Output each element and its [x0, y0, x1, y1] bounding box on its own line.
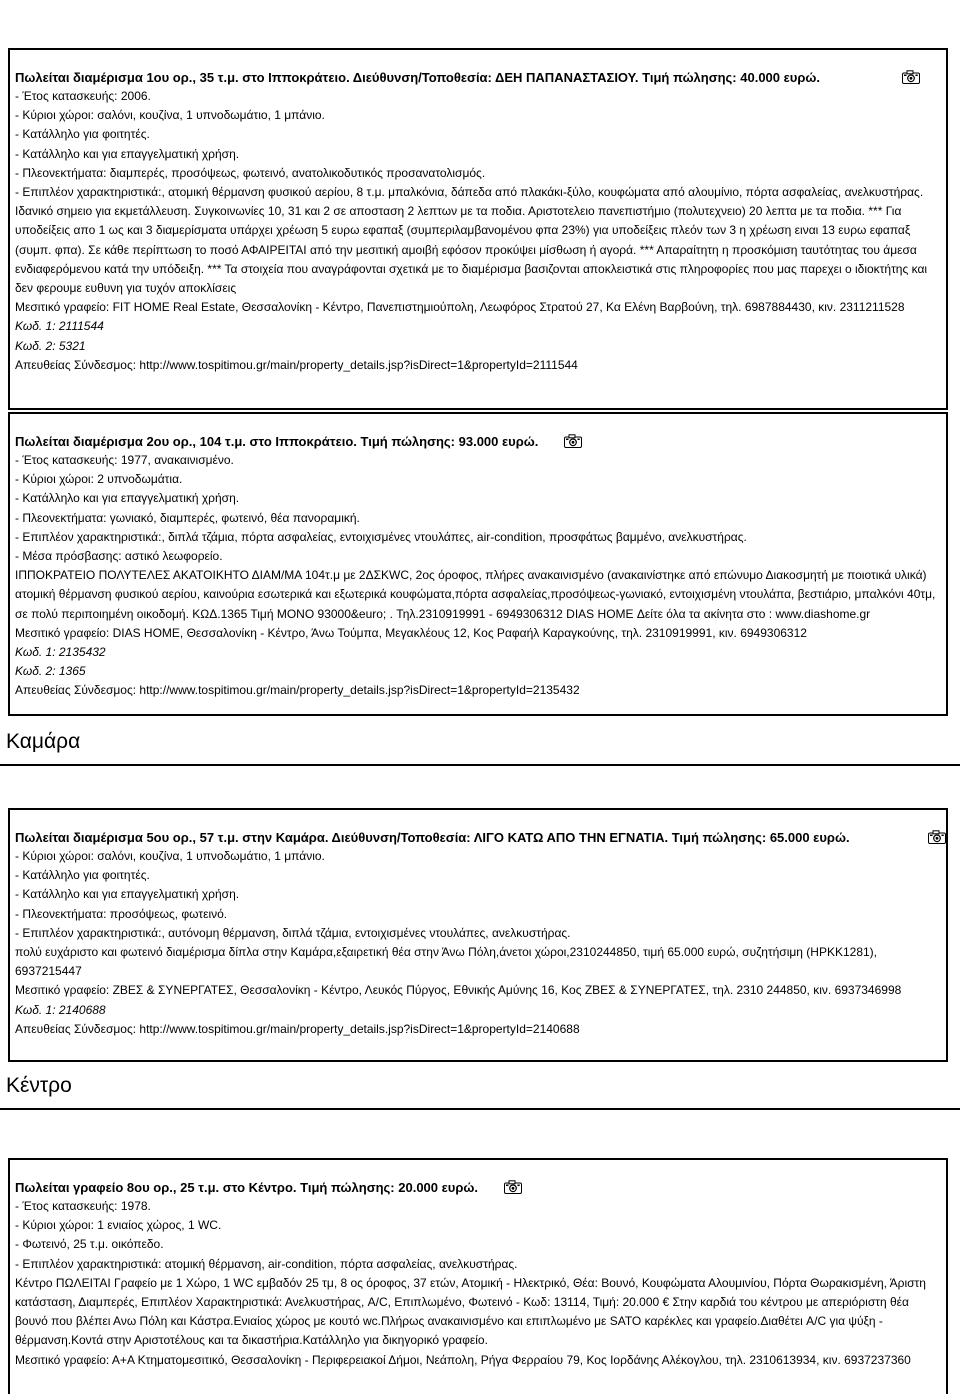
feature-line: - Κατάλληλο και για επαγγελματική χρήση. [15, 887, 240, 902]
listing-title-text[interactable]: Πωλείται γραφείο 8ου ορ., 25 τ.μ. στο Κέντρο. Τιμή πώλησης: 20.000 ευρώ. [15, 1180, 478, 1195]
listing-1 [8, 48, 948, 410]
feature-line: - Κύριοι χώροι: σαλόνι, κουζίνα, 1 υπνοδωμάτιο, 1 μπάνιο. [15, 849, 325, 863]
section-heading-kentro: Κέντρο [6, 1074, 72, 1097]
listing-title-text[interactable]: Πωλείται διαμέρισμα 2ου ορ., 104 τ.μ. στο Ιπποκράτειο. Τιμή πώλησης: 93.000 ευρώ. [15, 434, 539, 449]
listing-3 [8, 808, 948, 1062]
camera-icon[interactable] [564, 434, 582, 448]
feature-line: - Κύριοι χώροι: 2 υπνοδωμάτια. [15, 472, 183, 487]
feature-line: - Έτος κατασκευής: 1977, ανακαινισμένο. [15, 453, 234, 467]
listing-title[interactable] [15, 828, 946, 847]
listing-title[interactable] [15, 1178, 946, 1197]
section-divider [0, 764, 960, 766]
feature-line: - Πλεονεκτήματα: προσόψεως, φωτεινό. [15, 906, 228, 921]
feature-line: - Κύριοι χώροι: 1 ενιαίος χώρος, 1 WC. [15, 1218, 222, 1233]
agency-info: Μεσιτικό γραφείο: Α+Α Κτηματομεσιτικό, Θεσσαλονίκη - Περιφερειακοί Δήμοι, Νεάπολη, Ρήγα Φερραίου 79, Κος Ιορδάνης Αλέκογλου, τηλ. 2310613934, κιν. 6937237360 [15, 1352, 911, 1367]
camera-icon[interactable] [928, 830, 946, 844]
feature-line: - Κατάλληλο και για επαγγελματική χρήση. [15, 491, 240, 506]
agency-info: Μεσιτικό γραφείο: ΖΒΕΣ & ΣΥΝΕΡΓΑΤΕΣ, Θεσσαλονίκη - Κέντρο, Λευκός Πύργος, Εθνικής Αμύνης 16, Κος ΖΒΕΣ & ΣΥΝΕΡΓΑΤΕΣ, τηλ. 2310 244850, κιν. 6937346998 [15, 983, 902, 998]
feature-line: - Κύριοι χώροι: σαλόνι, κουζίνα, 1 υπνοδωμάτιο, 1 μπάνιο. [15, 108, 325, 123]
camera-icon[interactable] [902, 70, 920, 84]
listing-code-2: Κωδ. 2: 5321 [15, 338, 86, 353]
listing-title[interactable] [15, 432, 946, 451]
extra-features: - Επιπλέον χαρακτηριστικά:, ατομική θέρμανση φυσικού αερίου, 8 τ.μ. μπαλκόνια, δάπεδα από πλακάκι-ξύλο, κουφώματα από αλουμίνιο, πόρτα ασφαλείας, ανελκυστήρας. [15, 185, 924, 200]
agency-info: Μεσιτικό γραφείο: DIAS HOME, Θεσσαλονίκη - Κέντρο, Άνω Τούμπα, Μεγακλέους 12, Κος Ραφαήλ Καραγκούνης, τηλ. 2310919991, κιν. 6949306312 [15, 625, 807, 640]
feature-line: - Πλεονεκτήματα: γωνιακό, διαμπερές, φωτεινό, θέα πανοραμική. [15, 510, 360, 525]
listing-2 [8, 412, 948, 716]
feature-line: - Έτος κατασκευής: 2006. [15, 89, 151, 103]
agency-info: Μεσιτικό γραφείο: FIT HOME Real Estate, Θεσσαλονίκη - Κέντρο, Πανεπιστημιούπολη, Λεωφόρος Στρατού 27, Κα Ελένη Βαρβούνη, τηλ. 6987884430, κιν. 2311211528 [15, 300, 905, 315]
listing-title[interactable] [15, 68, 946, 87]
camera-icon[interactable] [504, 1180, 522, 1194]
feature-line: - Φωτεινό, 25 τ.μ. οικόπεδο. [15, 1237, 164, 1252]
feature-line: - Πλεονεκτήματα: διαμπερές, προσόψεως, φωτεινό, ανατολικοδυτικός προσανατολισμός. [15, 165, 486, 180]
feature-line: - Επιπλέον χαρακτηριστικά:, διπλά τζάμια, πόρτα ασφαλείας, εντοιχισμένες ντουλάπες, air-condition, προσφάτως βαμμένο, ανελκυστήρας. [15, 529, 747, 544]
listing-description: ΙΠΠΟΚΡΑΤΕΙΟ ΠΟΛΥΤΕΛΕΣ ΑΚΑΤΟΙΚΗΤΟ ΔΙΑΜ/ΜΑ 104τ.μ με 2ΔΣΚWC, 2ος όροφος, πλήρες ανακαινισμένο (ανακαινίστηκε από επώνυμο Διακοσμητή με ποιοτικά υλικά) ατομική θέρμανση φυσικού αερίου, καινούρια εσωτερικά και εξωτερικά κουφώματα,πόρτα ασφαλείας,προσόψεως-γωνιακό, εντοιχισμένη ντουλάπα, βεστιάριο, μπαλκόνι 40τμ, σε πολύ περιποιημένη οικοδομή. ΚΩΔ.1365 Τιμή ΜΟΝΟ 93000&euro; . Τηλ.2310919991 - 6949306312 DIAS HOME Δείτε όλα τα ακίνητα στο : www.diashome.gr [15, 568, 936, 621]
listing-title-text[interactable]: Πωλείται διαμέρισμα 5ου ορ., 57 τ.μ. στην Καμάρα. Διεύθυνση/Τοποθεσία: ΛΙΓΟ ΚΑΤΩ ΑΠΟ ΤΗΝ ΕΓΝΑΤΙΑ. Τιμή πώλησης: 65.000 ευρώ. [15, 830, 850, 845]
feature-line: - Κατάλληλο και για επαγγελματική χρήση. [15, 146, 240, 161]
listing-code-1: Κωδ. 1: 2111544 [15, 319, 104, 334]
feature-line: - Έτος κατασκευής: 1978. [15, 1199, 151, 1213]
feature-line: - Επιπλέον χαρακτηριστικά: ατομική θέρμανση, air-condition, πόρτα ασφαλείας, ανελκυστήρας. [15, 1256, 518, 1271]
feature-line: - Κατάλληλο για φοιτητές. [15, 127, 150, 142]
listing-description: πολύ ευχάριστο και φωτεινό διαμέρισμα δίπλα στην Καμάρα,εξαιρετική θέα στην Άνω Πόλη,άνετοι χώροι,2310244850, τιμή 65.000 ευρώ, συζητήσιμη (ΗΡΚΚ1281), 6937215447 [15, 945, 877, 979]
direct-link[interactable]: Απευθείας Σύνδεσμος: http://www.tospitimou.gr/main/property_details.jsp?isDirect=1&propertyId=2135432 [15, 683, 580, 698]
feature-line: - Μέσα πρόσβασης: αστικό λεωφορείο. [15, 549, 223, 564]
listing-code-1: Κωδ. 1: 2135432 [15, 645, 106, 660]
listing-title-text[interactable]: Πωλείται διαμέρισμα 1ου ορ., 35 τ.μ. στο Ιπποκράτειο. Διεύθυνση/Τοποθεσία: ΔΕΗ ΠΑΠΑΝΑΣΤΑΣΙΟΥ. Τιμή πώλησης: 40.000 ευρώ. [15, 70, 820, 85]
listing-description: Ιδανικό σημειο για εκμετάλλευση. Συγκοινωνίες 10, 31 και 2 σε αποσταση 2 λεπτων με τα ποδια. Αριστοτελειο πανεπιστήμιο (πολυτεχνειο) 20 λεπτα με τα ποδια. *** Για υποδείξεις απο 1 ως και 3 διαμερίσματα υπάρχει χρέωση 5 ευρω εφαπαξ (συμπεριλαμβανομένου φπα 23%) για υποδείξεις πλεόν των 3 η χρέωση ειναι 13 ευρω εφαπαξ (συμπ. φπα). Σε κάθε περίπτωση το ποσό ΑΦΑΙΡΕΙΤΑΙ από την μεσιτική αμοιβή εφόσον προκύψει μίσθωση ή αγορά. *** Απαραίτητη η προσκόμιση ταυτότητας του άμεσα ενδιαφερόμενου κατά την υπόδειξη. *** Τα στοιχεία που αναγράφονται σχετικά με το διαμέρισμα βασιζονται αποκλειστικά στις πληροφορίες που μας παρεχει ο ιδιοκτήτης και δεν φερουμε ευθυνη για τυχόν αποκλίσεις [15, 204, 928, 296]
feature-line: - Κατάλληλο για φοιτητές. [15, 868, 150, 883]
feature-line: - Επιπλέον χαρακτηριστικά:, αυτόνομη θέρμανση, διπλά τζάμια, εντοιχισμένες ντουλάπες, ανελκυστήρας. [15, 925, 571, 940]
direct-link[interactable]: Απευθείας Σύνδεσμος: http://www.tospitimou.gr/main/property_details.jsp?isDirect=1&propertyId=2111544 [15, 357, 578, 372]
section-divider [0, 1108, 960, 1110]
listing-4 [8, 1158, 948, 1394]
listing-code-1: Κωδ. 1: 2140688 [15, 1002, 106, 1017]
listing-description: Κέντρο ΠΩΛΕΙΤΑΙ Γραφείο με 1 Χώρο, 1 WC εμβαδόν 25 τμ, 8 ος όροφος, 37 ετών, Ατομική - Ηλεκτρικό, Θέα: Βουνό, Κουφώματα Αλουμινίου, Πόρτα Θωρακισμένη, Άριστη κατάσταση, Διαμπερές, Επιπλέον Χαρακτηριστικά: Ανελκυστήρας, A/C, Επιπλωμένο, Φωτεινό - Κωδ: 13114, Τιμή: 20.000 € Στην καρδιά του κέντρου με απεριόριστη θέα βουνό που βλέπει Ανω Πόλη και Κάστρα.Ενιαίος χώρος με κουτό wc.Πλήρως ανακαινισμένο και επιπλωμένο με SATO καρέκλες και γραφείο.Διαθέτει A/C για ψύξη - θέρμανση.Κοντά στην Αριστοτέλους και τα δικαστήρια.Κατάλληλο για δικηγορικό γραφείο. [15, 1275, 926, 1348]
listing-code-2: Κωδ. 2: 1365 [15, 664, 86, 679]
direct-link[interactable]: Απευθείας Σύνδεσμος: http://www.tospitimou.gr/main/property_details.jsp?isDirect=1&propertyId=2140688 [15, 1021, 580, 1036]
section-heading-kamara: Καμάρα [6, 730, 81, 753]
